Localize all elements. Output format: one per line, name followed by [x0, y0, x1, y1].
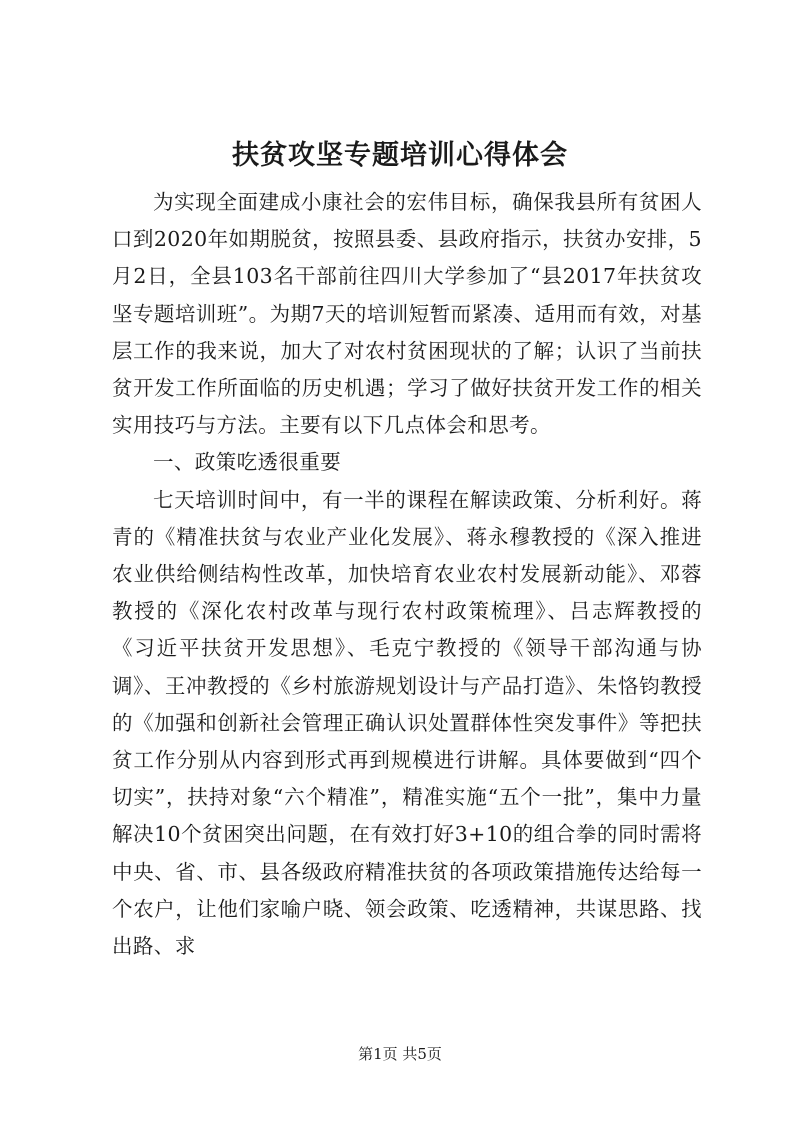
page-number-label: 第1页 共5页 [358, 1045, 442, 1063]
document-body [112, 184, 702, 965]
section-paragraph: 七天培训时间中，有一半的课程在解读政策、分析利好。蒋青的《精准扶贫与农业产业化发展》、蒋永穆教授的《深入推进农业供给侧结构性改革，加快培育农业农村发展新动能》、邓蓉教授的《深化农村改革与现行农村政策梳理》、吕志辉教授的《习近平扶贫开发思想》、毛克宁教授的《领导干部沟通与协调》、王冲教授的《乡村旅游规划设计与产品打造》、朱恪钧教授的《加强和创新社会管理正确认识处置群体性突发事件》等把扶贫工作分别从内容到形式再到规模进行讲解。具体要做到“四个切实”，扶持对象“六个精准”，精准实施“五个一批”，集中力量解决10个贫困突出问题，在有效打好3+10的组合拳的同时需将中央、省、市、县各级政府精准扶贫的各项政策措施传达给每一个农户，让他们家喻户晓、领会政策、吃透精神，共谋思路、找出路、求 [112, 487, 702, 959]
document-title: 扶贫攻坚专题培训心得体会 [232, 140, 568, 171]
page-footer [0, 1044, 800, 1064]
section-heading: 一、政策吃透很重要 [153, 450, 342, 475]
intro-paragraph: 为实现全面建成小康社会的宏伟目标，确保我县所有贫困人口到2020年如期脱贫，按照县委、县政府指示，扶贫办安排，5月2日，全县103名干部前往四川大学参加了“县2017年扶贫攻坚专题培训班”。为期7天的培训短暂而紧凑、适用而有效，对基层工作的我来说，加大了对农村贫困现状的了解；认识了当前扶贫开发工作所面临的历史机遇；学习了做好扶贫开发工作的相关实用技巧与方法。主要有以下几点体会和思考。 [112, 190, 702, 438]
